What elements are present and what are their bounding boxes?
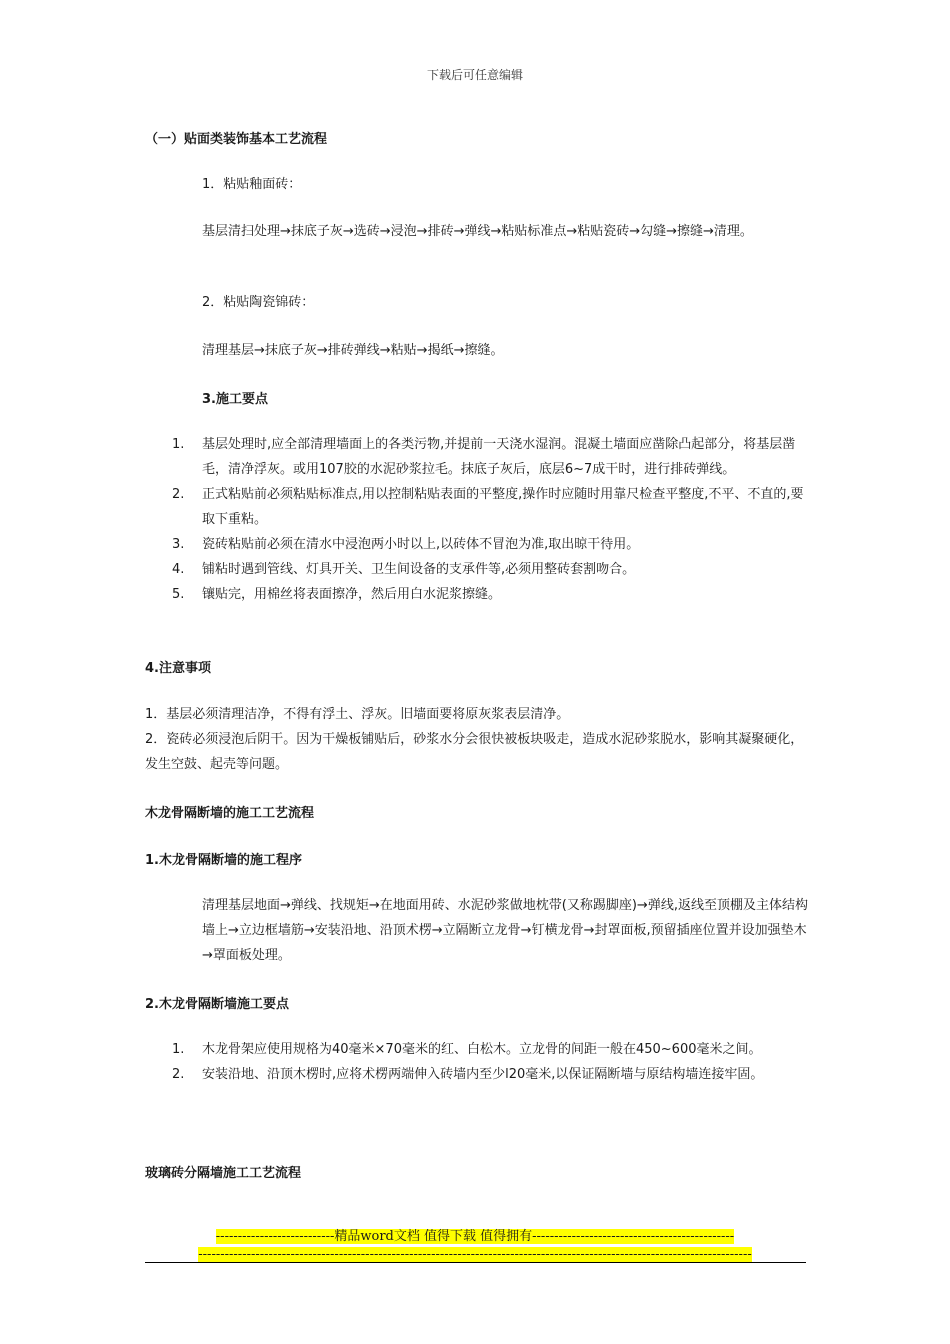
section-2-title: 木龙骨隔断墙的施工工艺流程 xyxy=(145,806,315,821)
list-text: 木龙骨架应使用规格为40毫米×70毫米的红、白松木。立龙骨的间距一般在450~600毫米之间。 xyxy=(202,1042,762,1057)
footer-banner xyxy=(0,1228,950,1264)
list-number: 4. xyxy=(172,562,185,577)
list-text: 安装沿地、沿顶木楞时,应将术楞两端伸入砖墙内至少l20毫米,以保证隔断墙与原结构墙连接牢固。 xyxy=(202,1067,764,1082)
list-number: 5. xyxy=(172,587,185,602)
wood-keel-points-list xyxy=(172,1037,812,1087)
footer-line-2: ------------------------------------------------------------------------------------------------------------------------------ xyxy=(198,1247,752,1262)
list-number: 1. xyxy=(172,437,185,452)
section-1-title: （一）贴面类装饰基本工艺流程 xyxy=(145,132,328,147)
list-item xyxy=(172,557,812,582)
note-1: 1．基层必须清理洁净，不得有浮土、浮灰。旧墙面要将原灰浆表层清净。 xyxy=(145,707,570,722)
item-4-title: 4.注意事项 xyxy=(145,661,211,676)
section-2-item-1-title: 1.木龙骨隔断墙的施工程序 xyxy=(145,853,302,868)
list-text: 基层处理时,应全部清理墙面上的各类污物,并提前一天浇水湿润。混凝土墙面应凿除凸起部分，将基层凿毛，清净浮灰。或用107胶的水泥砂浆拉毛。抹底子灰后，底层6~7成干时，进行排砖弹线。 xyxy=(202,437,796,477)
item-1-title: 1．粘贴釉面砖： xyxy=(202,177,302,192)
list-number: 2. xyxy=(172,1067,185,1082)
list-text: 铺粘时遇到管线、灯具开关、卫生间设备的支承件等,必须用整砖套割吻合。 xyxy=(202,562,636,577)
item-2-text: 清理基层→抹底子灰→排砖弹线→粘贴→揭纸→擦缝。 xyxy=(202,343,504,358)
item-3-title: 3.施工要点 xyxy=(202,392,268,407)
section-2-item-1-text: 清理基层地面→弹线、找规矩→在地面用砖、水泥砂浆做地枕带(又称踢脚座)→弹线,返线至顶棚及主体结构墙上→立边框墙筋→安装沿地、沿顶术楞→立隔断立龙骨→钉横龙骨→封罩面板,预留插座位置并设加强垫木→罩面板处理。 xyxy=(202,898,808,963)
list-text: 正式粘贴前必须粘贴标准点,用以控制粘贴表面的平整度,操作时应随时用靠尺检查平整度,不平、不直的,要取下重粘。 xyxy=(202,487,804,527)
list-number: 1. xyxy=(172,1042,185,1057)
footer-rule xyxy=(145,1262,806,1263)
construction-points-list xyxy=(172,432,812,607)
list-text: 镶贴完，用棉丝将表面擦净，然后用白水泥浆擦缝。 xyxy=(202,587,502,602)
list-item xyxy=(172,1037,812,1062)
list-number: 2. xyxy=(172,487,185,502)
list-item xyxy=(172,1062,812,1087)
item-1-text: 基层清扫处理→抹底子灰→选砖→浸泡→排砖→弹线→粘贴标准点→粘贴瓷砖→勾缝→擦缝→清理。 xyxy=(202,224,753,239)
section-3-title: 玻璃砖分隔墙施工工艺流程 xyxy=(145,1166,302,1181)
note-2: 2．瓷砖必须浸泡后阴干。因为干燥板铺贴后，砂浆水分会很快被板块吸走，造成水泥砂浆脱水，影响其凝聚硬化，发生空鼓、起壳等问题。 xyxy=(145,732,804,772)
list-text: 瓷砖粘贴前必须在清水中浸泡两小时以上,以砖体不冒泡为准,取出晾干待用。 xyxy=(202,537,640,552)
page-header: 下载后可任意编辑 xyxy=(426,68,523,82)
list-item xyxy=(172,482,812,532)
footer-line-1: ---------------------------精品word文档 值得下载 值得拥有---------------------------------------------- xyxy=(215,1229,735,1244)
list-number: 3. xyxy=(172,537,185,552)
section-2-item-2-title: 2.木龙骨隔断墙施工要点 xyxy=(145,997,289,1012)
list-item xyxy=(172,582,812,607)
list-item xyxy=(172,432,812,482)
list-item xyxy=(172,532,812,557)
item-2-title: 2．粘贴陶瓷锦砖： xyxy=(202,295,315,310)
